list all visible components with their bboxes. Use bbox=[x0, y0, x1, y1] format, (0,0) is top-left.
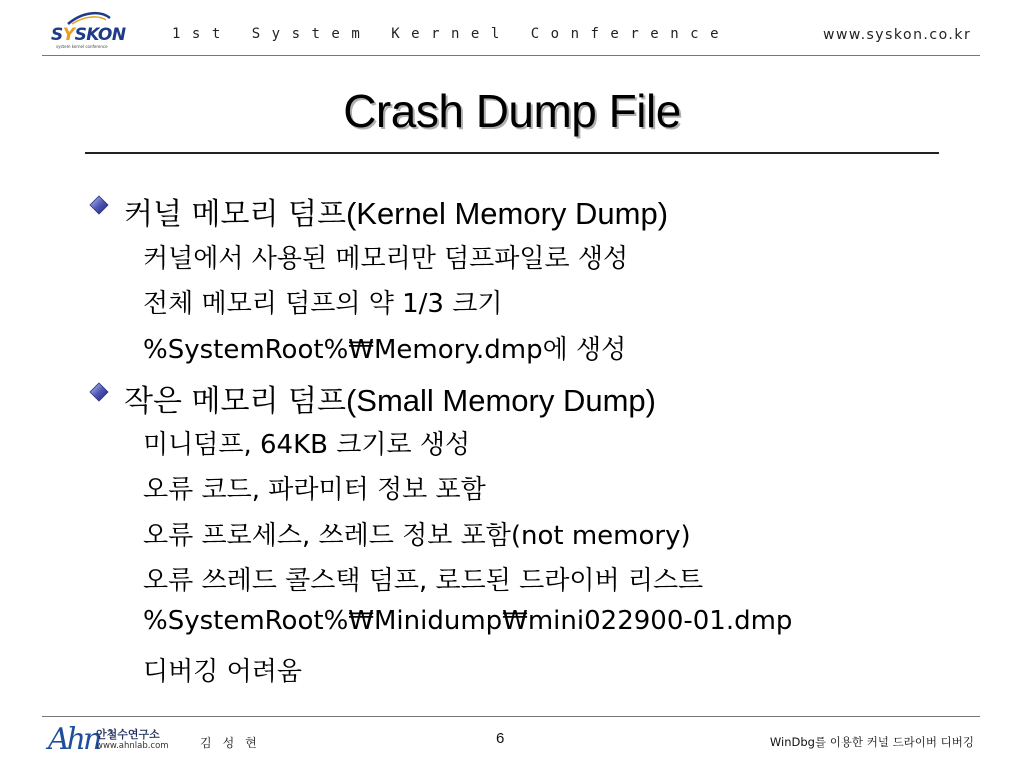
section-heading-small-memory-dump: 작은 메모리 덤프(Small Memory Dump) bbox=[124, 383, 656, 419]
footer-divider bbox=[42, 716, 980, 717]
ahnlab-logo-mark: Ahn bbox=[48, 722, 100, 757]
website-url: www.syskon.co.kr bbox=[823, 27, 972, 43]
list-item: %SystemRoot%₩Memory.dmp에 생성 bbox=[143, 335, 627, 365]
diamond-bullet-icon bbox=[89, 382, 109, 402]
slide-title: Crash Dump File bbox=[343, 85, 681, 137]
company-name: 안철수연구소 bbox=[96, 728, 160, 741]
conference-title: 1st System Kernel Conference bbox=[172, 26, 731, 42]
section-heading-kernel-memory-dump: 커널 메모리 덤프(Kernel Memory Dump) bbox=[124, 196, 669, 232]
diamond-bullet-icon bbox=[89, 195, 109, 215]
syskon-logo bbox=[48, 10, 128, 50]
syskon-logo-subtitle: system kernel conference bbox=[56, 44, 108, 49]
list-item: 미니덤프, 64KB 크기로 생성 bbox=[143, 430, 471, 460]
list-item: 오류 코드, 파라미터 정보 포함 bbox=[143, 475, 486, 505]
slide-header bbox=[0, 0, 1024, 60]
company-url: www.ahnlab.com bbox=[96, 741, 169, 751]
list-item: %SystemRoot%₩Minidump₩mini022900-01.dmp bbox=[143, 606, 793, 636]
page-number: 6 bbox=[496, 730, 505, 747]
list-item: 디버깅 어려움 bbox=[143, 657, 302, 687]
ahnlab-logo bbox=[48, 722, 178, 758]
title-underline bbox=[85, 152, 939, 154]
syskon-logo-text: SYSKON bbox=[51, 25, 126, 45]
presenter-name: 김성현 bbox=[200, 736, 268, 750]
presentation-topic: WinDbg를 이용한 커널 드라이버 디버깅 bbox=[769, 735, 974, 749]
list-item: 오류 프로세스, 쓰레드 정보 포함(not memory) bbox=[143, 521, 691, 551]
list-item: 커널에서 사용된 메모리만 덤프파일로 생성 bbox=[143, 244, 629, 274]
list-item: 오류 쓰레드 콜스택 덤프, 로드된 드라이버 리스트 bbox=[143, 566, 704, 596]
header-divider bbox=[42, 55, 980, 56]
list-item: 전체 메모리 덤프의 약 1/3 크기 bbox=[143, 289, 503, 319]
